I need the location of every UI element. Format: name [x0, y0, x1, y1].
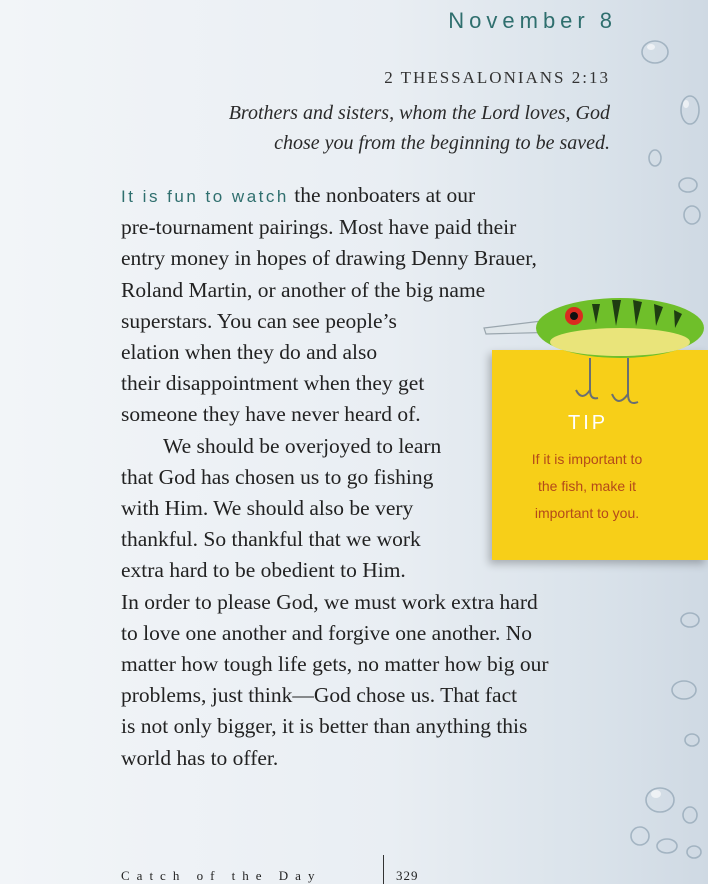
body-line: Roland Martin, or another of the big name	[121, 277, 486, 302]
tip-text	[512, 446, 662, 527]
footer-book-title: Catch of the Day	[121, 868, 322, 883]
body-line: someone they have never heard of.	[121, 402, 421, 427]
verse-line: Brothers and sisters, whom the Lord loves, God	[228, 102, 610, 124]
body-line: world has to offer.	[121, 745, 279, 770]
tip-line: the fish, make it	[537, 478, 637, 494]
body-line: problems, just think—God chose us. That fact	[121, 683, 518, 708]
body-line: matter how tough life gets, no matter how big our	[121, 652, 549, 677]
tip-line: important to you.	[534, 505, 640, 521]
scripture-verse	[170, 98, 610, 158]
body-line	[121, 180, 549, 212]
footer-page-number: 329	[396, 868, 419, 883]
page-date	[448, 8, 612, 34]
body-line: elation when they do and also	[121, 340, 378, 365]
scripture-reference: 2 THESSALONIANS 2:13	[384, 68, 610, 87]
body-line: thankful. So thankful that we work	[121, 527, 421, 552]
body-line: superstars. You can see people’s	[121, 308, 397, 333]
body-line: entry money in hopes of drawing Denny Brauer,	[121, 246, 537, 271]
verse-line: chose you from the beginning to be saved.	[274, 132, 610, 154]
fishing-lure-icon	[480, 290, 708, 420]
date-month: November	[448, 8, 590, 33]
tip-title: TIP	[568, 412, 609, 434]
body-line: that God has chosen us to go fishing	[121, 464, 434, 489]
body-line: pre-tournament pairings. Most have paid their	[121, 215, 517, 240]
body-line-text: the nonboaters at our	[288, 183, 476, 207]
devotional-body	[121, 180, 549, 774]
lead-in-text: It is fun to watch	[121, 187, 289, 206]
body-line: extra hard to be obedient to Him.	[121, 558, 406, 583]
body-line: We should be overjoyed to learn	[163, 433, 442, 458]
date-day: 8	[599, 8, 612, 33]
footer-divider	[383, 855, 384, 884]
tip-line: If it is important to	[531, 451, 643, 467]
body-line: their disappointment when they get	[121, 371, 425, 396]
body-line: In order to please God, we must work extra hard	[121, 589, 538, 614]
body-line: with Him. We should also be very	[121, 496, 414, 521]
body-line: is not only bigger, it is better than anything this	[121, 714, 528, 739]
body-line: to love one another and forgive one another. No	[121, 620, 532, 645]
